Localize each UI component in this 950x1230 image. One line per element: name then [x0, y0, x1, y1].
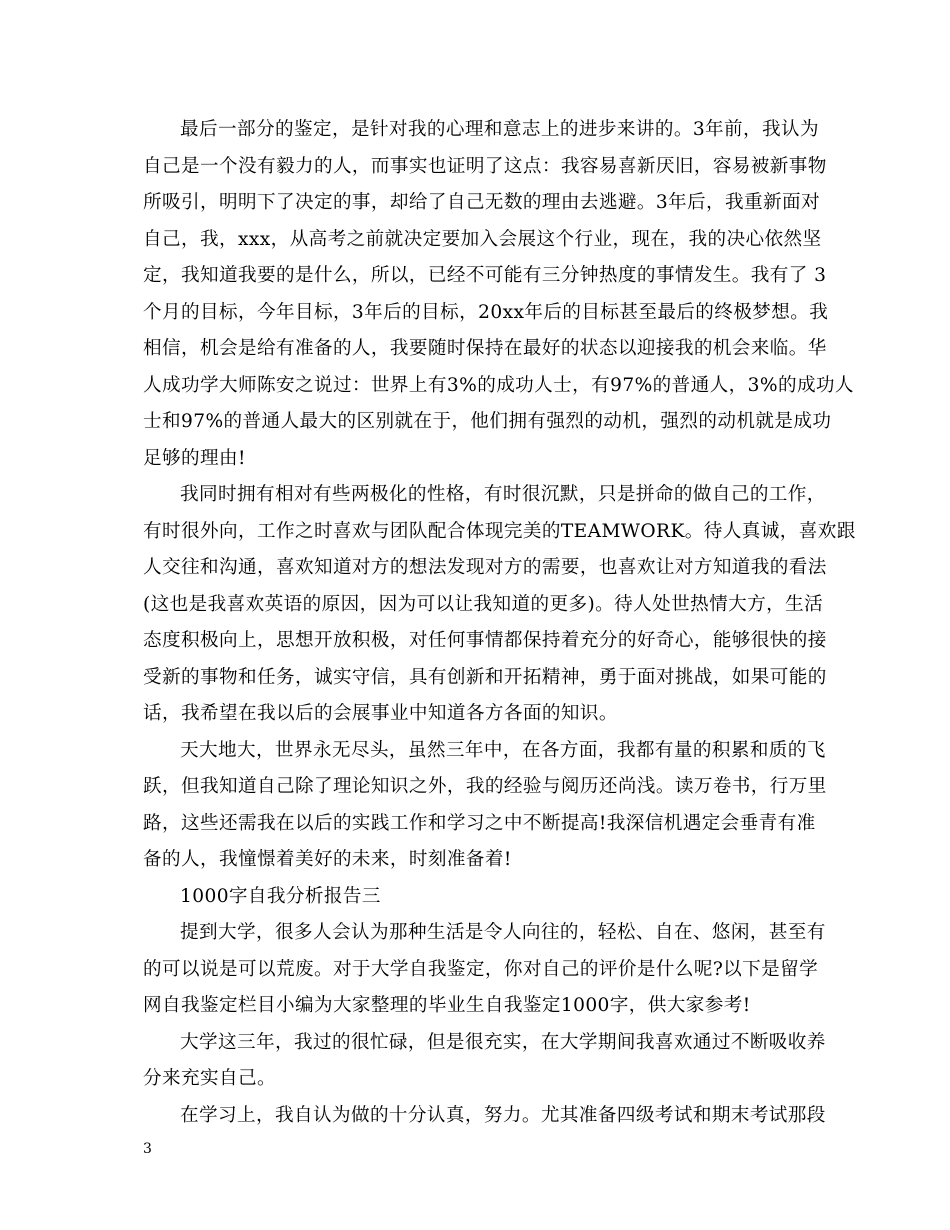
text-line: 1000字自我分析报告三 [180, 885, 381, 907]
text-line: 相信，机会是给有准备的人，我要随时保持在最好的状态以迎接我的机会来临。华 [143, 338, 827, 359]
paragraph [143, 1098, 826, 1135]
text-line: 士和97%的普通人最大的区别就在于，他们拥有强烈的动机，强烈的动机就是成功 [143, 411, 832, 432]
text-line: (这也是我喜欢英语的原因，因为可以让我知道的更多)。待人处世热情大方，生活 [143, 593, 824, 615]
text-line: 个月的目标，今年目标，3年后的目标，20xx年后的目标甚至最后的终极梦想。我 [143, 301, 829, 323]
paragraph [143, 879, 813, 916]
text-line: 人交往和沟通，喜欢知道对方的想法发现对方的需要，也喜欢让对方知道我的看法 [143, 557, 827, 578]
text-line: 提到大学，很多人会认为那种生活是令人向往的，轻松、自在、悠闲，甚至有 [180, 922, 826, 943]
text-line: 受新的事物和任务，诚实守信，具有创新和开拓精神，勇于面对挑战，如果可能的 [143, 666, 827, 688]
paragraph [143, 112, 854, 477]
text-line: 最后一部分的鉴定，是针对我的心理和意志上的进步来讲的。3年前，我认为 [180, 119, 820, 140]
text-line: 话，我希望在我以后的会展事业中知道各方各面的知识。 [143, 703, 618, 724]
text-line: 我同时拥有相对有些两极化的性格，有时很沉默，只是拼命的做自己的工作， [180, 484, 826, 505]
document-body [143, 112, 856, 1134]
paragraph [143, 477, 856, 733]
text-line: 天大地大，世界永无尽头，虽然三年中，在各方面，我都有量的积累和质的飞 [180, 739, 826, 761]
paragraph [143, 1025, 826, 1098]
text-line: 足够的理由! [143, 447, 246, 469]
text-line: 态度积极向上，思想开放积极，对任何事情都保持着充分的好奇心，能够很快的接 [143, 630, 827, 651]
text-line: 自己是一个没有毅力的人，而事实也证明了这点：我容易喜新厌旧，容易被新事物 [143, 155, 827, 177]
text-line: 网自我鉴定栏目小编为大家整理的毕业生自我鉴定1000字，供大家参考! [143, 995, 751, 1016]
text-line: 定，我知道我要的是什么，所以，已经不可能有三分钟热度的事情发生。我有了 3 [143, 265, 827, 286]
text-line: 大学这三年，我过的很忙碌，但是很充实，在大学期间我喜欢通过不断吸收养 [180, 1031, 826, 1053]
text-line: 人成功学大师陈安之说过：世界上有3%的成功人士，有97%的普通人，3%的成功人 [143, 374, 854, 396]
paragraph [143, 733, 827, 879]
paragraph [143, 915, 826, 1025]
text-line: 跃，但我知道自己除了理论知识之外，我的经验与阅历还尚浅。读万卷书，行万里 [143, 776, 827, 797]
text-line: 分来充实自己。 [143, 1068, 276, 1089]
text-line: 的可以说是可以荒废。对于大学自我鉴定，你对自己的评价是什么呢?以下是留学 [143, 958, 819, 980]
text-line: 路，这些还需我在以后的实践工作和学习之中不断提高!我深信机遇定会垂青有准 [143, 812, 816, 834]
text-line: 在学习上，我自认为做的十分认真，努力。尤其准备四级考试和期末考试那段 [180, 1104, 826, 1126]
text-line: 有时很外向，工作之时喜欢与团队配合体现完美的TEAMWORK。待人真诚，喜欢跟 [143, 520, 856, 542]
text-line: 备的人，我憧憬着美好的未来，时刻准备着! [143, 849, 512, 870]
page-number: 3 [143, 1141, 152, 1157]
text-line: 所吸引，明明下了决定的事，却给了自己无数的理由去逃避。3年后，我重新面对 [143, 192, 821, 213]
text-line: 自己，我，xxx，从高考之前就决定要加入会展这个行业，现在，我的决心依然坚 [143, 228, 822, 250]
